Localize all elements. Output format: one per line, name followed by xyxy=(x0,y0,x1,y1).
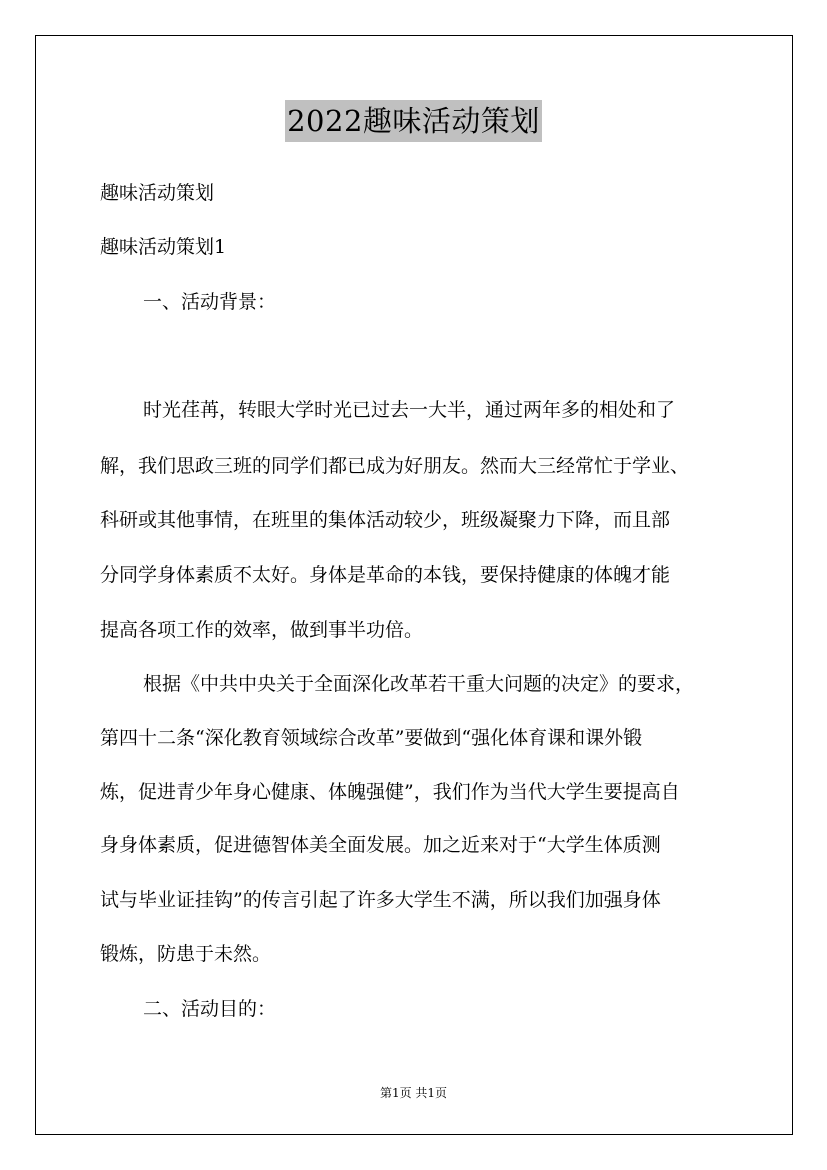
subtitle: 趣味活动策划 xyxy=(100,182,215,204)
page-footer: 第1页 共1页 xyxy=(379,1086,448,1100)
document-title-wrap xyxy=(0,100,827,142)
paragraph2-line: 试与毕业证挂钩”的传言引起了许多大学生不满，所以我们加强身体 xyxy=(100,889,661,911)
paragraph1-line: 分同学身体素质不太好。身体是革命的本钱，要保持健康的体魄才能 xyxy=(100,564,671,586)
background-heading: 一、活动背景： xyxy=(143,291,277,313)
paragraph2-line: 锻炼，防患于未然。 xyxy=(100,943,272,965)
paragraph1-line: 解，我们思政三班的同学们都已成为好朋友。然而大三经常忙于学业、 xyxy=(100,455,690,477)
document-title: 2022趣味活动策划 xyxy=(285,100,542,142)
paragraph2-line: 根据《中共中央关于全面深化改革若干重大问题的决定》的要求， xyxy=(143,673,695,695)
paragraph2-line: 身身体素质，促进德智体美全面发展。加之近来对于“大学生体质测 xyxy=(100,834,661,856)
paragraph2-line: 第四十二条“深化教育领域综合改革”要做到“强化体育课和课外锻 xyxy=(100,727,643,749)
paragraph1-line: 提高各项工作的效率，做到事半功倍。 xyxy=(100,619,424,641)
paragraph1-line: 科研或其他事情，在班里的集体活动较少，班级凝聚力下降，而且部 xyxy=(100,509,671,531)
paragraph1-line: 时光荏苒，转眼大学时光已过去一大半，通过两年多的相处和了 xyxy=(143,399,676,421)
purpose-heading: 二、活动目的： xyxy=(143,998,277,1020)
section-heading: 趣味活动策划1 xyxy=(100,236,227,258)
paragraph2-line: 炼，促进青少年身心健康、体魄强健”，我们作为当代大学生要提高自 xyxy=(100,781,680,803)
